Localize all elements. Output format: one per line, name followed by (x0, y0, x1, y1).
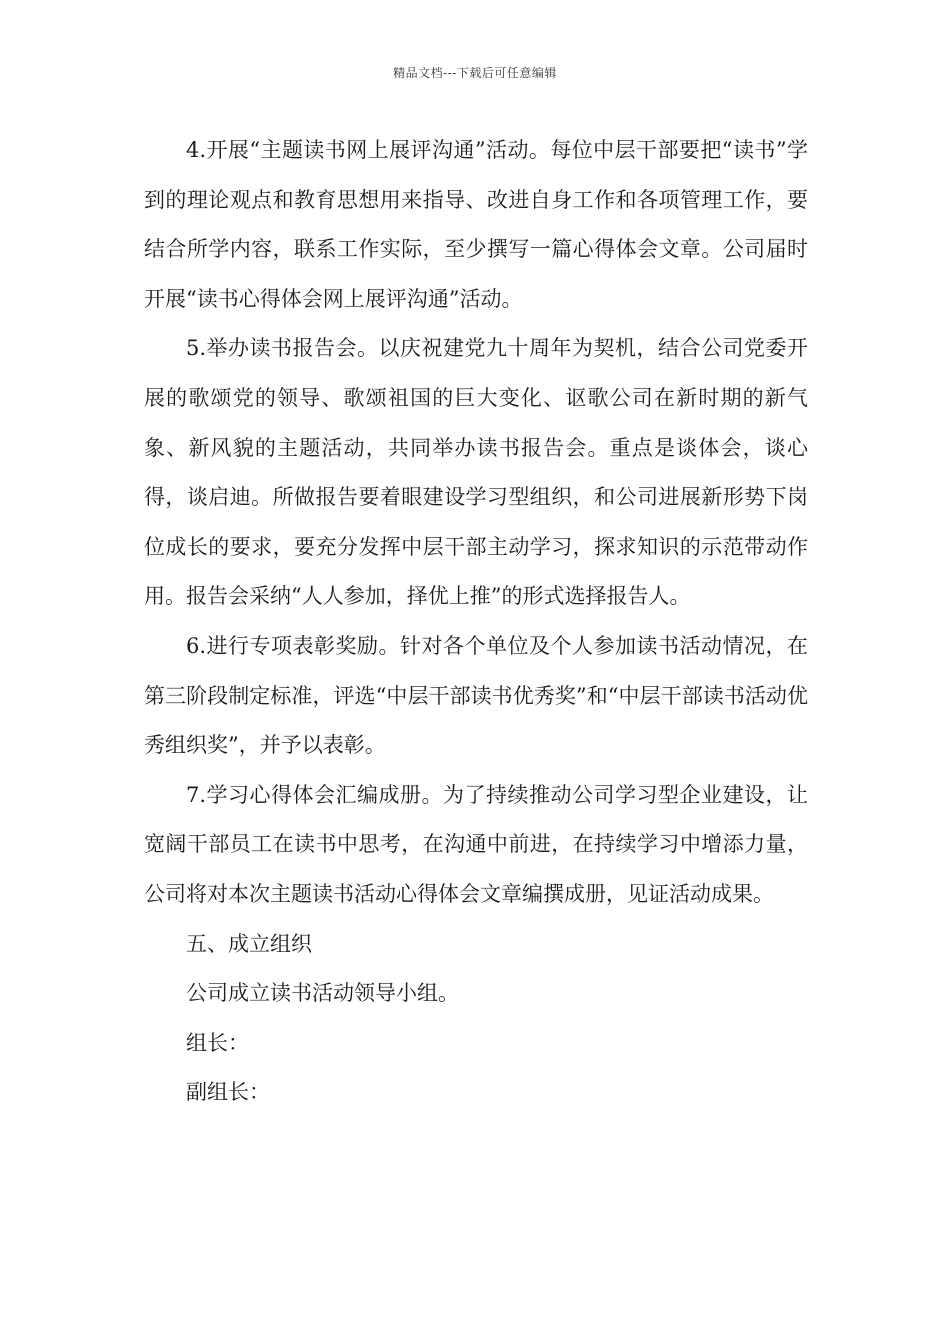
page-header: 精品文档---下载后可任意编辑 (393, 66, 557, 80)
paragraph-item-6: 6.进行专项表彰奖励。针对各个单位及个人参加读书活动情况，在第三阶段制定标准，评选“中层干部读书优秀奖”和“中层干部读书活动优秀组织奖”，并予以表彰。 (144, 633, 808, 758)
paragraph-item-7: 7.学习心得体会汇编成册。为了持续推动公司学习型企业建设，让宽阔干部员工在读书中思考，在沟通中前进，在持续学习中增添力量，公司将对本次主题读书活动心得体会文章编撰成册，见证活动成果。 (144, 782, 808, 906)
field-label-group-leader: 组长： (186, 1030, 249, 1055)
document-body (144, 126, 808, 1118)
paragraph-item-4: 4.开展“主题读书网上展评沟通”活动。每位中层干部要把“读书”学到的理论观点和教育思想用来指导、改进自身工作和各项管理工作，要结合所学内容，联系工作实际，至少撰写一篇心得体会文章。公司届时开展“读书心得体会网上展评沟通”活动。 (144, 138, 808, 311)
paragraph-item-5: 5.举办读书报告会。以庆祝建党九十周年为契机，结合公司党委开展的歌颂党的领导、歌颂祖国的巨大变化、讴歌公司在新时期的新气象、新风貌的主题活动，共同举办读书报告会。重点是谈体会，谈心得，谈启迪。所做报告要着眼建设学习型组织，和公司进展新形势下岗位成长的要求，要充分发挥中层干部主动学习，探求知识的示范带动作用。报告会采纳“人人参加，择优上推”的形式选择报告人。 (144, 336, 808, 609)
field-label-deputy-leader: 副组长： (186, 1080, 270, 1105)
section-heading-organization: 五、成立组织 (186, 931, 312, 956)
paragraph-leading-group: 公司成立读书活动领导小组。 (186, 981, 459, 1006)
